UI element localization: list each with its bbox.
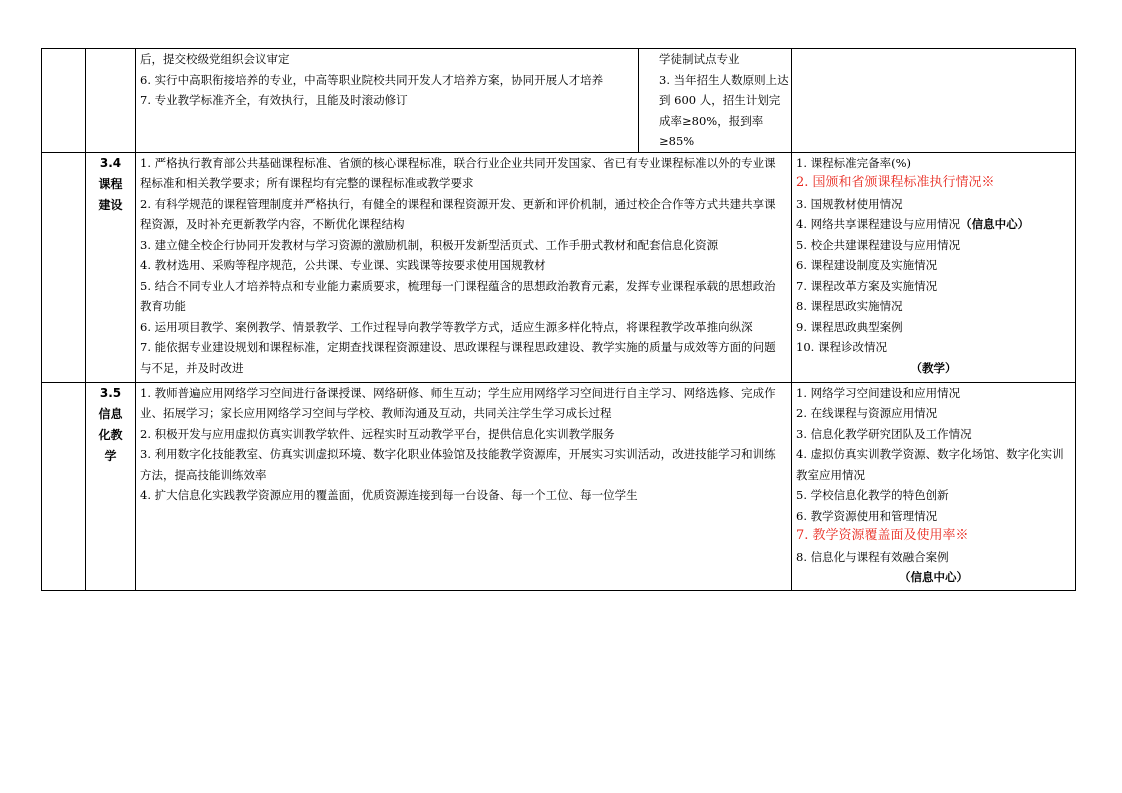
evidence-item-key: 2. 国颁和省颁课程标准执行情况※ xyxy=(796,175,995,190)
item-number: 3.5 xyxy=(99,385,122,400)
evidence-item: 1. 课程标准完备率(%) xyxy=(796,155,912,170)
content-line: 7. 专业教学标准齐全，有效执行，且能及时滚动修订 xyxy=(140,93,408,107)
evidence-item: 7. 课程改革方案及实施情况 xyxy=(796,278,938,293)
content-line: 3. 利用数字化技能教室、仿真实训虚拟环境、数字化职业体验馆及技能教学资源库，开展实习实训活动，改进技能学习和训练方法，提高技能训练效率 xyxy=(140,447,776,482)
content-line: 5. 结合不同专业人才培养特点和专业能力素质要求，梳理每一门课程蕴含的思想政治教育元素，发挥专业课程承载的思想政治教育功能 xyxy=(140,278,776,313)
target-line: 3. 当年招生人数原则上达到 600 人，招生计划完成率≥80%，报到率≥85% xyxy=(659,72,789,148)
evidence-text: 4. 网络共享课程建设与应用情况 xyxy=(796,217,961,231)
evidence-item: 5. 学校信息化教学的特色创新 xyxy=(796,488,949,502)
item-label-cell xyxy=(86,49,136,153)
item-title: 课程建设 xyxy=(98,176,123,212)
content-cell xyxy=(136,382,792,590)
content-line: 4. 教材选用、采购等程序规范，公共课、专业课、实践课等按要求使用国规教材 xyxy=(140,258,546,272)
category-cell xyxy=(42,382,86,590)
evidence-item: 3. 国规教材使用情况 xyxy=(796,196,903,211)
evidence-item: 6. 课程建设制度及实施情况 xyxy=(796,258,938,272)
content-line: 6. 实行中高职衔接培养的专业，中高等职业院校共同开发人才培养方案，协同开展人才培养 xyxy=(140,72,604,87)
item-title: 信息化教学 xyxy=(98,406,123,463)
evidence-cell xyxy=(792,382,1076,590)
evidence-item: 2. 在线课程与资源应用情况 xyxy=(796,406,938,420)
evidence-cell xyxy=(792,49,1076,153)
item-label-cell xyxy=(86,152,136,382)
content-line: 1. 教师普遍应用网络学习空间进行备课授课、网络研修、师生互动；学生应用网络学习空间进行自主学习、网络选修、完成作业、拓展学习；家长应用网络学习空间与学校、教师沟通及互动，共同关注学生学习成长过程 xyxy=(140,385,776,420)
content-line: 2. 积极开发与应用虚拟仿真实训教学软件、远程实时互动教学平台，提供信息化实训教学服务 xyxy=(140,426,615,441)
content-line: 3. 建立健全校企行协同开发教材与学习资源的激励机制，积极开发新型活页式、工作手册式教材和配套信息化资源 xyxy=(140,237,719,252)
evidence-item: 3. 信息化教学研究团队及工作情况 xyxy=(796,426,972,441)
evidence-item: 9. 课程思政典型案例 xyxy=(796,319,903,334)
table-row-continuation xyxy=(42,49,1076,153)
department-tag: （教学） xyxy=(910,360,957,375)
evidence-item: 8. 课程思政实施情况 xyxy=(796,299,903,313)
item-number: 3.4 xyxy=(99,155,122,170)
content-line: 2. 有科学规范的课程管理制度并严格执行，有健全的课程和课程资源开发、更新和评价机制，通过校企合作等方式共建共享课程资源，及时补充更新教学内容，不断优化课程结构 xyxy=(140,196,776,231)
category-cell xyxy=(42,152,86,382)
evidence-item: 5. 校企共建课程建设与应用情况 xyxy=(796,237,961,252)
content-cell xyxy=(136,152,792,382)
evidence-item: 8. 信息化与课程有效融合案例 xyxy=(796,549,949,564)
evidence-item: 6. 教学资源使用和管理情况 xyxy=(796,508,938,523)
evidence-item-key: 7. 教学资源覆盖面及使用率※ xyxy=(796,528,969,543)
evidence-cell xyxy=(792,152,1076,382)
department-tag: （信息中心） xyxy=(960,217,1030,231)
target-line: 学徒制试点专业 xyxy=(659,52,740,66)
content-line: 7. 能依据专业建设规划和课程标准，定期查找课程资源建设、思政课程与课程思政建设、教学实施的质量与成效等方面的问题与不足，并及时改进 xyxy=(140,340,776,375)
item-label-cell xyxy=(86,382,136,590)
content-line: 1. 严格执行教育部公共基础课程标准、省颁的核心课程标准，联合行业企业共同开发国家、省已有专业课程标准以外的专业课程标准和相关教学要求；所有课程均有完整的课程标准或教学要求 xyxy=(140,155,776,190)
content-cell xyxy=(136,49,639,153)
evidence-item: 10. 课程诊改情况 xyxy=(796,340,887,354)
evidence-item: 1. 网络学习空间建设和应用情况 xyxy=(796,385,961,400)
content-line: 6. 运用项目教学、案例教学、情景教学、工作过程导向教学等教学方式，适应生源多样化特点，将课程教学改革推向纵深 xyxy=(140,319,753,334)
table-row-course-construction xyxy=(42,152,1076,382)
evaluation-table xyxy=(41,48,1076,591)
target-cell xyxy=(639,49,792,153)
content-line: 4. 扩大信息化实践教学资源应用的覆盖面，优质资源连接到每一台设备、每一个工位、每一位学生 xyxy=(140,488,638,502)
content-line: 后，提交校级党组织会议审定 xyxy=(140,52,290,66)
department-tag: （信息中心） xyxy=(899,570,968,584)
evidence-item: 4. 虚拟仿真实训教学资源、数字化场馆、数字化实训教室应用情况 xyxy=(796,447,1064,482)
category-cell xyxy=(42,49,86,153)
evidence-item xyxy=(796,214,1071,235)
table-row-information-teaching xyxy=(42,382,1076,590)
